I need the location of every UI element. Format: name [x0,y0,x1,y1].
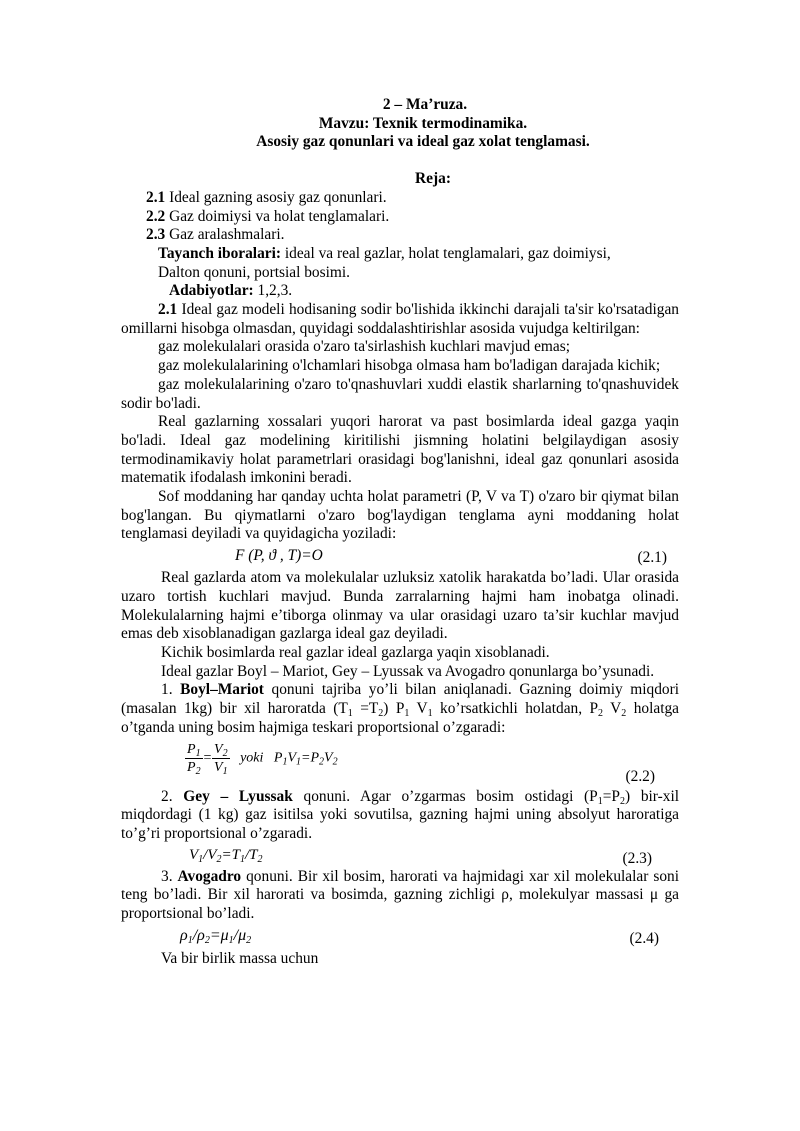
law-boyle-mariotte: 1. Boyl–Mariot qonuni tajriba yo’li bilan aniqlanadi. Gazning doimiy miqdori (masalan 1kg) bir xil haroratda $(T_1 =T_2)$ $P_1$ $V_1$ ko’rsatkichli holatdan, $P_2$ $V_2$ holatga o’tganda uning bosim hajmiga teskari proportsional o’zgaradi: [121,681,680,736]
lecture-subtitle: Asosiy gaz qonunlari va ideal gaz xolat tenglamasi. [256,133,590,151]
paragraph: 2.1 Ideal gaz modeli hodisaning sodir bo'lishida ikkinchi darajali ta'sir ko'rsatadigan omillarni hisobga olmasdan, quyidagi soddalashtirishlar asosida vujudga keltirilgan: [121,301,679,337]
formula-math: $\rho_1/\rho_2=\mu_1/\mu_2$ [180,926,252,946]
lecture-number: 2 – Ma’ruza. [382,96,468,113]
bullet-item: gaz molekulalari orasida o'zaro ta'sirlashish kuchlari mavjud emas; [158,338,570,356]
paragraph: Ideal gazlar Boyl – Mariot, Gey – Lyussak va Avogadro qonunlarga bo’ysunadi. [161,662,655,680]
formula-label: (2.1) [637,549,667,567]
paragraph: Kichik bosimlarda real gazlar ideal gazlarga yaqin xisoblanadi. [161,643,550,661]
formula-2-3 [121,844,679,868]
formula-text: F (P, ϑ , T)=O [235,547,323,565]
formula-2-4 [121,924,679,950]
keywords: Tayanch iboralari: ideal va real gazlar, holat tenglamalari, gaz doimiysi, [158,244,611,262]
formula-2-2 [121,738,679,788]
paragraph: Real gazlarning xossalari yuqori harorat va past bosimlarda ideal gazga yaqin bo'ladi. Ideal gaz modelining kiritilishi jismning holatini belgilaydigan asosiy termodinamikaviy holat parametrlari orasidagi bog'lanishni, ideal gaz qonunlari asosida matematik ifodalash imkonini beradi. [121,413,679,487]
document-body [121,96,679,968]
paragraph: Sof moddaning har qanday uchta holat parametri (P, V va T) o'zaro bir qiymat bilan bog'langan. Bu qiymatlarni o'zaro bog'laydigan tenglama ayni moddaning holat tenglamasi deyiladi va quyidagicha yoziladi: [121,488,679,543]
lecture-topic: Mavzu: Texnik termodinamika. [318,114,528,132]
formula-label: (2.4) [629,929,659,947]
law-avogadro: 3. Avogadro qonuni. Bir xil bosim, harorati va hajmidagi xar xil molekulalar soni teng bo’ladi. Bir xil harorati va bosimda, gazning zichligi ρ, molekulyar massasi μ ga proportsional bo’ladi. [121,867,680,923]
formula-2-1 [121,547,679,569]
keywords-cont: Dalton qonuni, portsial bosimi. [158,263,350,281]
bullet-item: gaz molekulalarining o'lchamlari hisobga olmasa ham bo'ladigan darajada kichik; [158,357,661,375]
spacer [121,152,679,170]
paragraph: Va bir birlik massa uchun [161,949,319,967]
plan-item: 2.2 Gaz doimiysi va holat tenglamalari. [146,207,390,225]
plan-title: Reja: [415,170,451,188]
formula-label: (2.2) [625,767,655,785]
formula-label: (2.3) [622,849,652,867]
plan-item: 2.1 Ideal gazning asosiy gaz qonunlari. [146,188,387,206]
formula-yoki: yoki [240,750,264,766]
plan-item: 2.3 Gaz aralashmalari. [146,226,285,244]
formula-math: $\frac{P_1}{P_2}$ = $\frac{V_2}{V_1}$ yoki $P_1V_1=P_2V_2$ [187,741,338,777]
literature: Adabiyotlar: 1,2,3. [169,282,293,300]
paragraph: Real gazlarda atom va molekulalar uzluksiz xatolik harakatda bo’ladi. Ular orasida uzaro tortish kuchlari mavjud. Bunda zarralarning hajmi ham inobatga olinadi. Molekulalarning hajmi e’tiborga olinmay va ular orasidagi uzaro ta’sir kuchlar mavjud emas deb xisoblanadigan gazlarga ideal gaz deyiladi. [121,569,679,643]
formula-math: $V_1/V_2=T_1/T_2$ [189,846,263,865]
law-gay-lussac: 2. Gey – Lyussak qonuni. Agar o’zgarmas bosim ostidagi $(P_1=P_2)$ bir-xil miqdordagi (1 kg) gaz isitilsa yoki sovutilsa, gazning hajmi uning absolyut haroratiga to’g’ri proportsional o’zgaradi. [121,787,680,842]
bullet-item: gaz molekulalarining o'zaro to'qnashuvlari xuddi elastik sharlarning to'qnashuvidek sodir bo'ladi. [121,375,679,412]
